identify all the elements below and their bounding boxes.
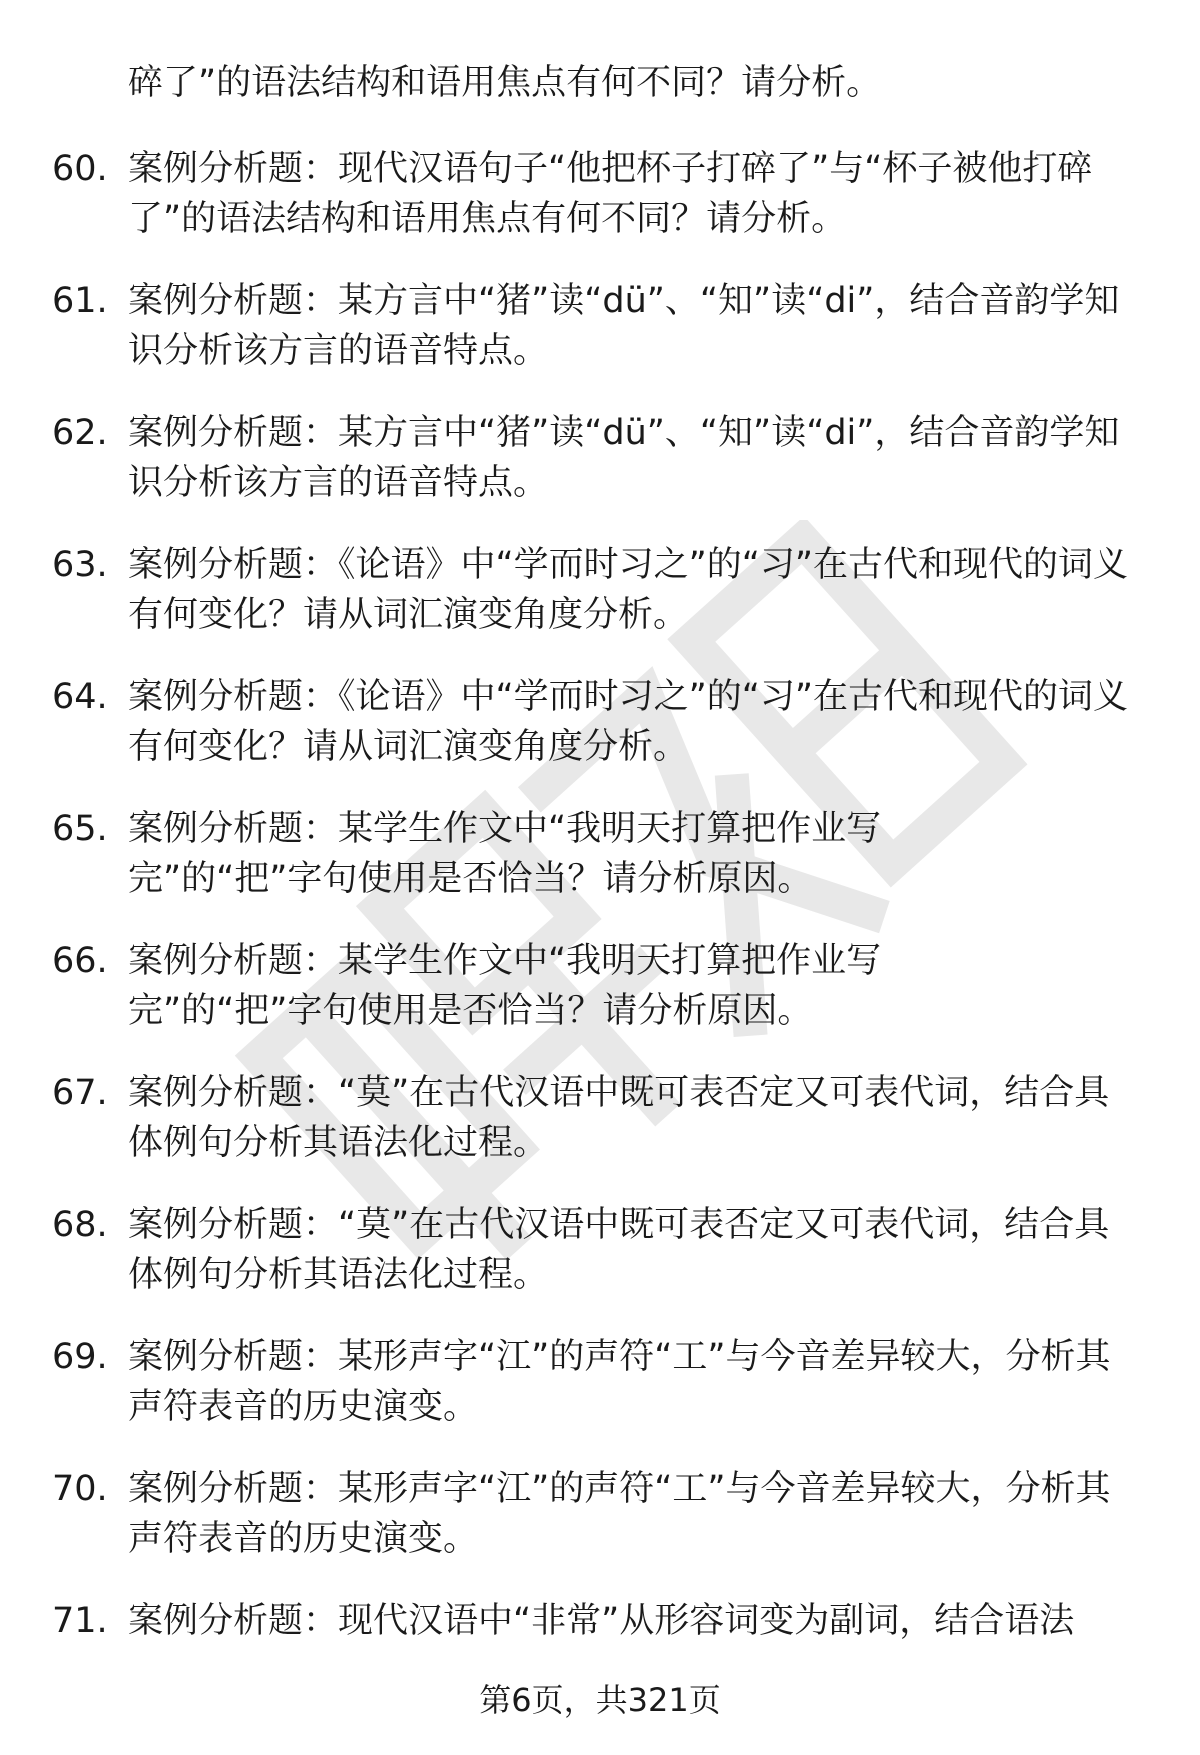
question-text: 案例分析题：某方言中“猪”读“dü”、“知”读“di”，结合音韵学知识分析该方言的语音特点。 xyxy=(128,413,1120,503)
question-text: 案例分析题：《论语》中“学而时习之”的“习”在古代和现代的词义有何变化？请从词汇演变角度分析。 xyxy=(128,677,1129,767)
page-footer: 第6页，共321页 xyxy=(479,1681,721,1719)
list-item xyxy=(0,936,1200,1068)
question-text: 案例分析题：现代汉语句子“他把杯子打碎了”与“杯子被他打碎了”的语法结构和语用焦点有何不同？请分析。 xyxy=(128,149,1093,239)
question-number: 69. xyxy=(52,1337,108,1377)
question-text: 案例分析题：“莫”在古代汉语中既可表否定又可表代词，结合具体例句分析其语法化过程。 xyxy=(128,1205,1110,1295)
question-text: 案例分析题：某学生作文中“我明天打算把作业写完”的“把”字句使用是否恰当？请分析原因。 xyxy=(128,809,882,899)
question-number: 65. xyxy=(52,809,108,849)
question-number: 61. xyxy=(52,281,108,321)
question-number: 70. xyxy=(52,1469,108,1509)
question-text: 案例分析题：某方言中“猪”读“dü”、“知”读“di”，结合音韵学知识分析该方言的语音特点。 xyxy=(128,281,1120,371)
list-item xyxy=(0,804,1200,936)
list-item xyxy=(0,1464,1200,1596)
question-number: 71. xyxy=(52,1601,108,1641)
question-number: 68. xyxy=(52,1205,108,1245)
list-item xyxy=(0,672,1200,804)
list-item xyxy=(0,540,1200,672)
list-item xyxy=(0,276,1200,408)
question-text: 案例分析题：《论语》中“学而时习之”的“习”在古代和现代的词义有何变化？请从词汇演变角度分析。 xyxy=(128,545,1129,635)
question-text: 案例分析题：现代汉语中“非常”从形容词变为副词，结合语法 xyxy=(128,1601,1075,1641)
question-number: 60. xyxy=(52,149,108,189)
list-item xyxy=(0,1200,1200,1332)
list-item xyxy=(0,1068,1200,1200)
question-text: 案例分析题：某形声字“江”的声符“工”与今音差异较大，分析其声符表音的历史演变。 xyxy=(128,1469,1111,1559)
list-item xyxy=(0,144,1200,276)
question-list xyxy=(0,144,1200,1728)
list-item xyxy=(0,1332,1200,1464)
question-number: 64. xyxy=(52,677,108,717)
continuation-text: 碎了”的语法结构和语用焦点有何不同？请分析。 xyxy=(128,63,882,103)
question-text: 案例分析题：某学生作文中“我明天打算把作业写完”的“把”字句使用是否恰当？请分析原因。 xyxy=(128,941,882,1031)
question-number: 63. xyxy=(52,545,108,585)
question-number: 62. xyxy=(52,413,108,453)
question-text: 案例分析题：某形声字“江”的声符“工”与今音差异较大，分析其声符表音的历史演变。 xyxy=(128,1337,1111,1427)
list-item xyxy=(0,408,1200,540)
question-number: 67. xyxy=(52,1073,108,1113)
question-number: 66. xyxy=(52,941,108,981)
question-text: 案例分析题：“莫”在古代汉语中既可表否定又可表代词，结合具体例句分析其语法化过程。 xyxy=(128,1073,1110,1163)
